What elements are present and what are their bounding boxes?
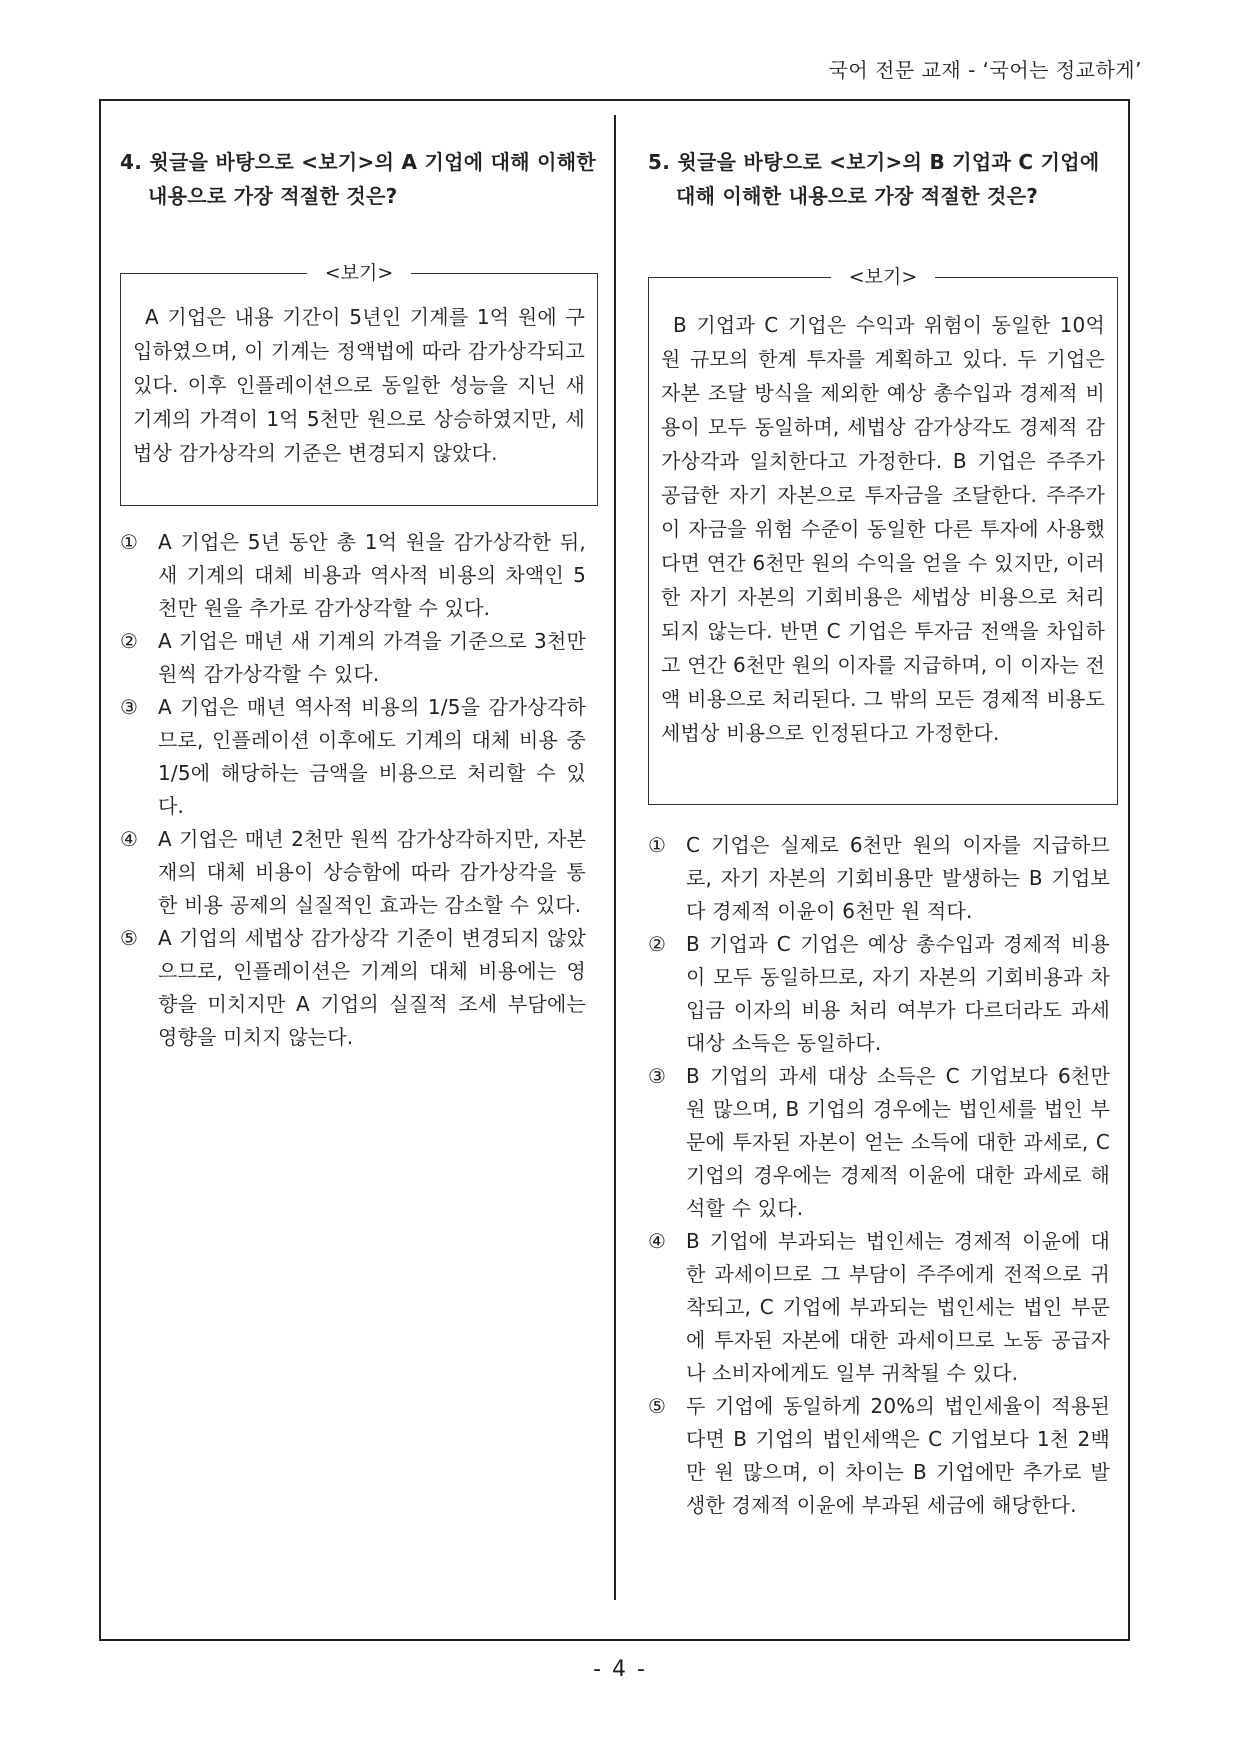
option-number: ① bbox=[120, 530, 139, 554]
question-5-bogi-text: B 기업과 C 기업은 수익과 위험이 동일한 10억 원 규모의 한계 투자를 계획하고 있다. 두 기업은 자본 조달 방식을 제외한 예상 총수입과 경제적 비용이 모두 동일하며, 세법상 감가상각도 경제적 감가상각과 일치한다고 가정한다. B 기업은 주주가 공급한 자기 자본으로 투자금을 조달한다. 주주가 이 자금을 위험 수준이 동일한 다른 투자에 사용했다면 연간 6천만 원의 수익을 얻을 수 있지만, 이러한 자기 자본의 기회비용은 세법상 비용으로 처리되지 않는다. 반면 C 기업은 투자금 전액을 차입하고 연간 6천만 원의 이자를 지급하며, 이 이자는 전액 비용으로 처리된다. 그 밖의 모든 경제적 비용도 세법상 비용으로 인정된다고 가정한다. bbox=[661, 313, 1105, 745]
option-text: A 기업은 매년 새 기계의 가격을 기준으로 3천만 원씩 감가상각할 수 있다. bbox=[158, 629, 586, 686]
option-number: ⑤ bbox=[120, 926, 139, 950]
option-text: A 기업은 매년 2천만 원씩 감가상각하지만, 자본재의 대체 비용이 상승함에 따라 감가상각을 통한 비용 공제의 실질적인 효과는 감소할 수 있다. bbox=[158, 827, 586, 917]
question-5-option-4[interactable] bbox=[648, 1225, 1110, 1390]
question-4-option-4[interactable] bbox=[120, 823, 586, 922]
question-5-options bbox=[648, 829, 1110, 1522]
question-4-option-3[interactable] bbox=[120, 691, 586, 823]
question-4-option-5[interactable] bbox=[120, 922, 586, 1054]
option-text: A 기업은 매년 역사적 비용의 1/5을 감가상각하므로, 인플레이션 이후에도 기계의 대체 비용 중 1/5에 해당하는 금액을 비용으로 처리할 수 있다. bbox=[158, 695, 586, 818]
option-text: B 기업과 C 기업은 예상 총수입과 경제적 비용이 모두 동일하므로, 자기 자본의 기회비용과 차입금 이자의 비용 처리 여부가 다르더라도 과세 대상 소득은 동일하다. bbox=[686, 932, 1110, 1055]
question-5-option-2[interactable] bbox=[648, 928, 1110, 1060]
question-5-option-3[interactable] bbox=[648, 1060, 1110, 1225]
option-number: ③ bbox=[120, 695, 139, 719]
option-text: 두 기업에 동일하게 20%의 법인세율이 적용된다면 B 기업의 법인세액은 C 기업보다 1천 2백만 원 많으며, 이 차이는 B 기업에만 추가로 발생한 경제적 이윤에 부과된 세금에 해당한다. bbox=[686, 1394, 1110, 1517]
option-text: B 기업에 부과되는 법인세는 경제적 이윤에 대한 과세이므로 그 부담이 주주에게 전적으로 귀착되고, C 기업에 부과되는 법인세는 법인 부문에 투자된 자본에 대한 과세이므로 노동 공급자나 소비자에게도 일부 귀착될 수 있다. bbox=[686, 1229, 1110, 1385]
question-4-bogi-text: A 기업은 내용 기간이 5년인 기계를 1억 원에 구입하였으며, 이 기계는 정액법에 따라 감가상각되고 있다. 이후 인플레이션으로 동일한 성능을 지닌 새 기계의 가격이 1억 5천만 원으로 상승하였지만, 세법상 감가상각의 기준은 변경되지 않았다. bbox=[133, 305, 585, 465]
question-4-bogi-label: <보기> bbox=[307, 262, 412, 284]
question-4-bogi-box bbox=[120, 262, 598, 506]
question-5-bogi-label: <보기> bbox=[831, 266, 936, 288]
question-4-title: 4. 윗글을 바탕으로 <보기>의 A 기업에 대해 이해한 내용으로 가장 적절한 것은? bbox=[120, 150, 597, 208]
option-text: A 기업은 5년 동안 총 1억 원을 감가상각한 뒤, 새 기계의 대체 비용과 역사적 비용의 차액인 5천만 원을 추가로 감가상각할 수 있다. bbox=[158, 530, 586, 620]
option-number: ③ bbox=[648, 1064, 667, 1088]
option-number: ④ bbox=[648, 1229, 667, 1253]
question-5-option-1[interactable] bbox=[648, 829, 1110, 928]
option-number: ① bbox=[648, 833, 667, 857]
question-5-title: 5. 윗글을 바탕으로 <보기>의 B 기업과 C 기업에 대해 이해한 내용으로 가장 적절한 것은? bbox=[648, 150, 1100, 208]
question-4-option-1[interactable] bbox=[120, 526, 586, 625]
option-text: A 기업의 세법상 감가상각 기준이 변경되지 않았으므로, 인플레이션은 기계의 대체 비용에는 영향을 미치지만 A 기업의 실질적 조세 부담에는 영향을 미치지 않는다. bbox=[158, 926, 586, 1049]
question-5-bogi-box bbox=[648, 266, 1118, 805]
question-4-column bbox=[120, 145, 598, 1054]
option-text: B 기업의 과세 대상 소득은 C 기업보다 6천만 원 많으며, B 기업의 경우에는 법인세를 법인 부문에 투자된 자본이 얻는 소득에 대한 과세로, C 기업의 경우에는 경제적 이윤에 대한 과세로 해석할 수 있다. bbox=[686, 1064, 1110, 1220]
question-4-option-2[interactable] bbox=[120, 625, 586, 691]
option-number: ⑤ bbox=[648, 1394, 667, 1418]
option-number: ② bbox=[648, 932, 667, 956]
option-number: ④ bbox=[120, 827, 139, 851]
header-title: 국어 전문 교재 - ‘국어는 정교하게’ bbox=[828, 58, 1142, 82]
question-5-option-5[interactable] bbox=[648, 1390, 1110, 1522]
option-text: C 기업은 실제로 6천만 원의 이자를 지급하므로, 자기 자본의 기회비용만 발생하는 B 기업보다 경제적 이윤이 6천만 원 적다. bbox=[686, 833, 1110, 923]
page-number: - 4 - bbox=[593, 1657, 647, 1682]
column-divider bbox=[614, 115, 616, 1600]
question-5-column bbox=[648, 145, 1118, 1522]
option-number: ② bbox=[120, 629, 139, 653]
question-4-options bbox=[120, 526, 586, 1054]
